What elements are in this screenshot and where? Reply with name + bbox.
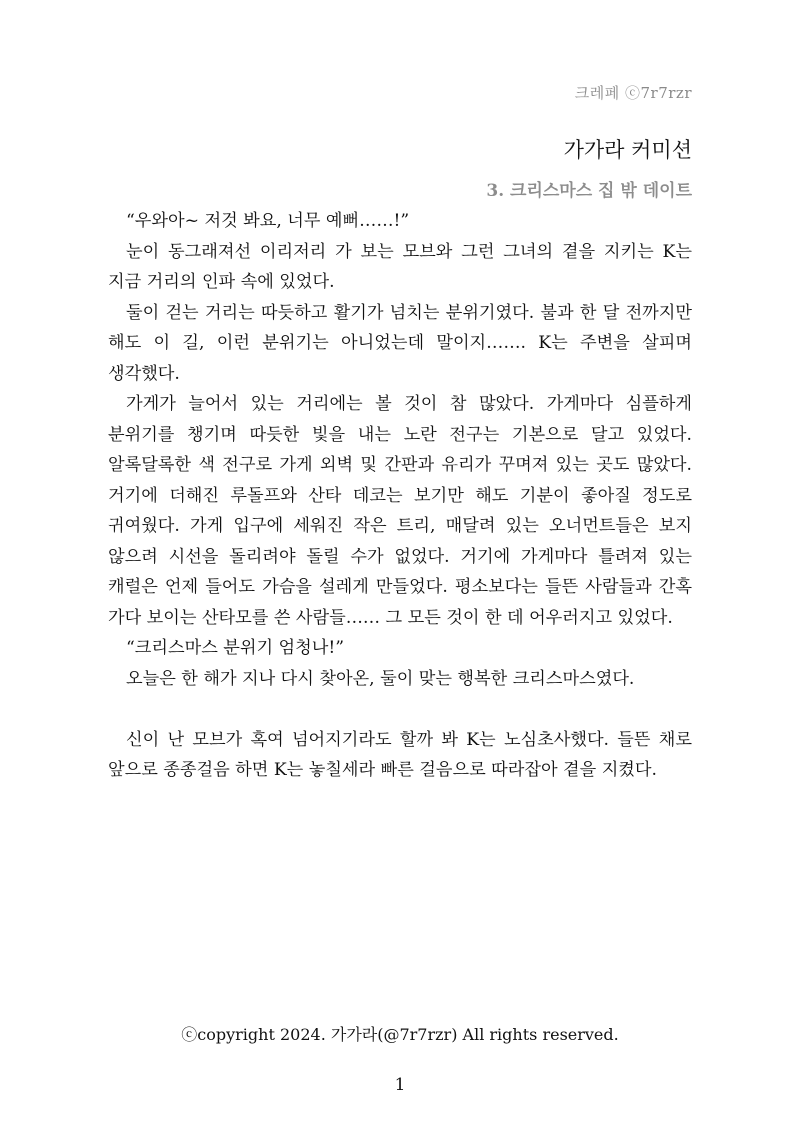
paragraph: 둘이 걷는 거리는 따듯하고 활기가 넘치는 분위기였다. 불과 한 달 전까지만 해도 이 길, 이런 분위기는 아니었는데 말이지……. K는 주변을 살피며 생각했다.	[108, 302, 692, 384]
paragraph-dialogue-1: “우와아~ 저것 봐요, 너무 예뻐……!”	[126, 211, 410, 231]
paragraph-dialogue-2: “크리스마스 분위기 엄청나!”	[126, 638, 345, 658]
page-number: 1	[394, 1075, 406, 1095]
paragraph: 가게가 늘어서 있는 거리에는 볼 것이 참 많았다. 가게마다 심플하게 분위기를 챙기며 따듯한 빛을 내는 노란 전구는 기본으로 달고 있었다. 알록달록한 색 전구로 가게 외벽 및 간판과 유리가 꾸며져 있는 곳도 많았다. 거기에 더해진 루돌프와 산타 데코는 보기만 해도 기분이 좋아질 정도로 귀여웠다. 가게 입구에 세워진 작은 트리, 매달려 있는 오너먼트들은 보지 않으려 시선을 돌리려야 돌릴 수가 없었다. 거기에 가게마다 틀려져 있는 캐럴은 언제 들어도 가슴을 설레게 만들었다. 평소보다는 들뜬 사람들과 간혹 가다 보이는 산타모를 쓴 사람들…… 그 모든 것이 한 데 어우러지고 있었다.	[108, 394, 692, 628]
document-title: 가가라 커미션	[563, 138, 692, 162]
site-watermark: 크레페 ⓒ7r7rzr	[574, 84, 692, 102]
copyright-notice: ⓒcopyright 2024. 가가라(@7r7rzr) All rights reserved.	[181, 1025, 619, 1044]
paragraph: 오늘은 한 해가 지나 다시 찾아온, 둘이 맞는 행복한 크리스마스였다.	[126, 668, 635, 689]
paragraph: 신이 난 모브가 혹여 넘어지기라도 할까 봐 K는 노심초사했다. 들뜬 채로 앞으로 종종걸음 하면 K는 놓칠세라 빠른 걸음으로 따라잡아 곁을 지켰다.	[108, 729, 692, 780]
story-body	[108, 206, 692, 786]
paragraph: 눈이 동그래져선 이리저리 가 보는 모브와 그런 그녀의 곁을 지키는 K는 지금 거리의 인파 속에 있었다.	[108, 241, 692, 292]
chapter-heading: 3. 크리스마스 집 밖 데이트	[486, 181, 692, 201]
